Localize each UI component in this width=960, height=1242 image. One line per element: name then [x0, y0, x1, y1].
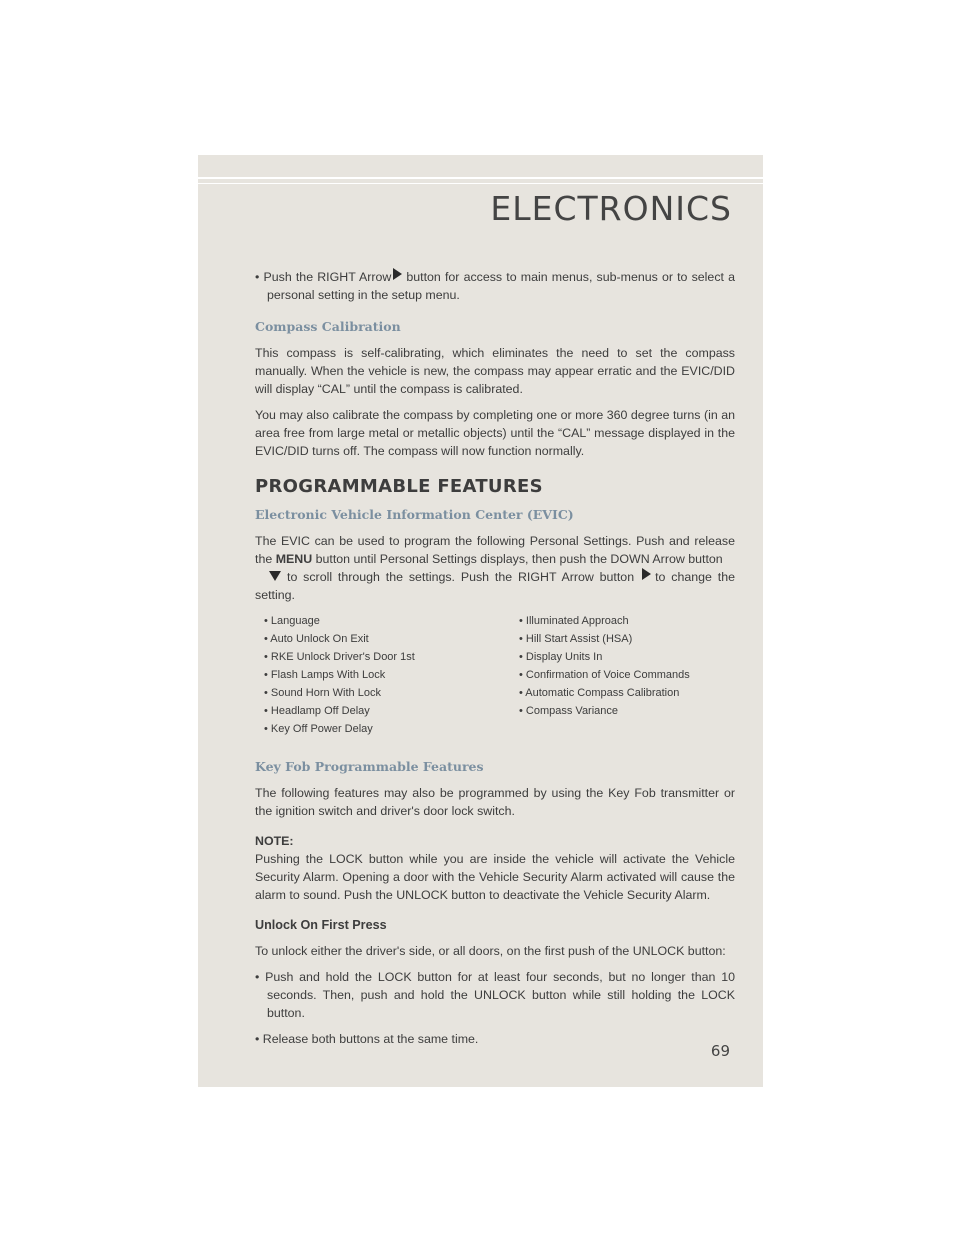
programmable-features-heading: PROGRAMMABLE FEATURES [255, 476, 543, 497]
setting-item: • Sound Horn With Lock [264, 687, 381, 699]
evic-heading: Electronic Vehicle Information Center (EVIC) [255, 507, 574, 522]
page-content [255, 268, 735, 1056]
down-arrow-icon [269, 571, 281, 581]
setting-item: • Flash Lamps With Lock [264, 669, 386, 681]
setting-item: • Language [264, 615, 320, 627]
evic-text-a: The EVIC can be used to program the following Personal Settings. Push and release the [255, 534, 735, 566]
evic-text-b: button until Personal Settings displays, then push the DOWN Arrow button [315, 552, 723, 566]
compass-calibration-heading: Compass Calibration [255, 319, 401, 334]
setting-item: • Hill Start Assist (HSA) [519, 633, 633, 645]
right-arrow-icon [642, 568, 651, 580]
setting-item: • Headlamp Off Delay [264, 705, 370, 717]
manual-page [198, 155, 763, 1087]
compass-paragraph-1: This compass is self-calibrating, which eliminates the need to set the compass manually. When the vehicle is new, the compass may appear erratic and the EVIC/DID will display “CAL” until the compass is calibrated. [255, 346, 735, 396]
list-item: • Push and hold the LOCK button for at least four seconds, but no longer than 10 seconds. Then, push and hold the UNLOCK button while still holding the LOCK button. [255, 970, 735, 1020]
list-item: • Release both buttons at the same time. [255, 1032, 479, 1046]
setting-item: • Key Off Power Delay [264, 723, 373, 735]
intro-bullet-text-b: button for access to main menus, sub-menus or to select a personal setting in the setup menu. [267, 270, 735, 302]
unlock-paragraph: To unlock either the driver's side, or all doors, on the first push of the UNLOCK button: [255, 944, 726, 958]
note-label: NOTE: [255, 834, 294, 848]
page-number: 69 [710, 1042, 730, 1060]
evic-text-d: to change the setting. [255, 570, 735, 602]
note-text: Pushing the LOCK button while you are inside the vehicle will activate the Vehicle Security Alarm. Opening a door with the Vehicle Security Alarm activated will cause the alarm to sound. Push the UNLOCK button to deactivate the Vehicle Security Alarm. [255, 852, 735, 902]
menu-keyword: MENU [275, 552, 313, 566]
setting-item: • Compass Variance [519, 705, 619, 717]
setting-item: • RKE Unlock Driver's Door 1st [264, 651, 415, 663]
section-title: ELECTRONICS [490, 189, 732, 228]
personal-settings-list [255, 612, 735, 738]
header-rule-bottom [198, 183, 763, 184]
key-fob-paragraph: The following features may also be programmed by using the Key Fob transmitter or the ignition switch and driver's door lock switch. [255, 786, 735, 818]
intro-bullet [255, 268, 735, 304]
setting-item: • Display Units In [519, 651, 603, 663]
intro-bullet-text-a: • Push the RIGHT Arrow [255, 270, 392, 284]
evic-text-c: to scroll through the settings. Push the RIGHT Arrow button [287, 570, 635, 584]
setting-item: • Illuminated Approach [519, 615, 629, 627]
unlock-first-press-heading: Unlock On First Press [255, 918, 387, 932]
key-fob-heading: Key Fob Programmable Features [255, 759, 484, 774]
setting-item: • Automatic Compass Calibration [519, 687, 680, 699]
setting-item: • Auto Unlock On Exit [264, 633, 369, 645]
header-rule-top [198, 177, 763, 179]
setting-item: • Confirmation of Voice Commands [519, 669, 690, 681]
compass-paragraph-2: You may also calibrate the compass by completing one or more 360 degree turns (in an area free from large metal or metallic objects) until the “CAL” message displayed in the EVIC/DID turns off. The compass will now function normally. [255, 408, 735, 458]
evic-paragraph [255, 532, 735, 604]
right-arrow-icon [393, 268, 402, 280]
